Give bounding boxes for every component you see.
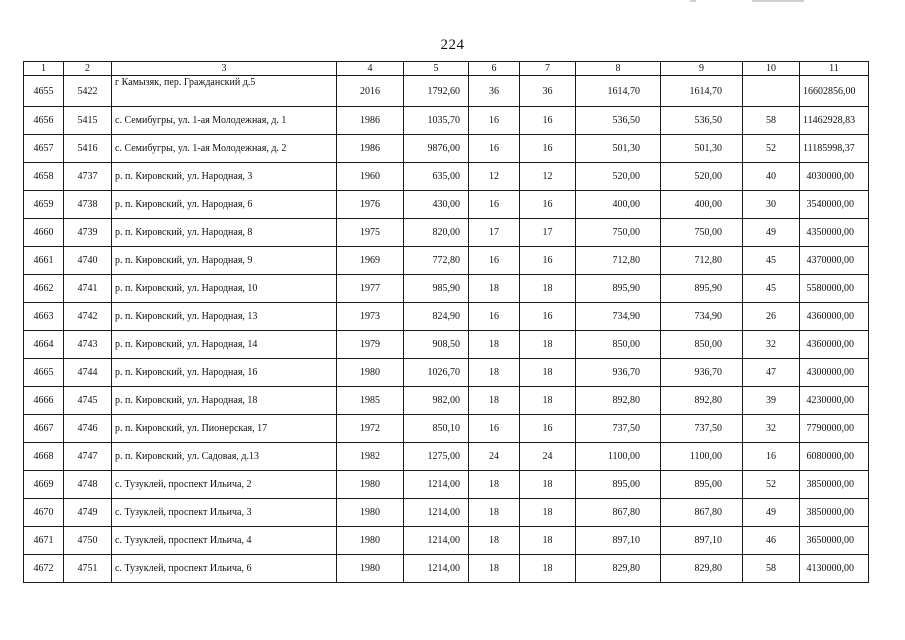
year-cell: 1960 — [337, 163, 404, 191]
table-row — [24, 135, 869, 163]
address-cell: р. п. Кировский, ул. Народная, 9 — [112, 247, 337, 275]
table-row — [24, 555, 869, 583]
object-id-cell: 4746 — [64, 415, 112, 443]
object-id-cell: 5416 — [64, 135, 112, 163]
cost-cell: 4030000,00 — [800, 163, 869, 191]
row-number-cell: 4669 — [24, 471, 64, 499]
living-area-cell: 712,80 — [576, 247, 661, 275]
object-id-cell: 4739 — [64, 219, 112, 247]
column-header: 8 — [576, 62, 661, 76]
residents-cell: 45 — [743, 247, 800, 275]
apartments-cell: 18 — [469, 387, 520, 415]
residents-cell: 32 — [743, 331, 800, 359]
residents-cell: 32 — [743, 415, 800, 443]
living-area-cell: 536,50 — [576, 107, 661, 135]
total-area-cell: 1214,00 — [404, 527, 469, 555]
total-area-cell: 635,00 — [404, 163, 469, 191]
cost-cell: 3650000,00 — [800, 527, 869, 555]
row-number-cell: 4668 — [24, 443, 64, 471]
total-area-cell: 1214,00 — [404, 555, 469, 583]
total-area-cell: 985,90 — [404, 275, 469, 303]
total-area-cell: 824,90 — [404, 303, 469, 331]
table-row — [24, 163, 869, 191]
table-row — [24, 76, 869, 107]
residents-cell: 58 — [743, 107, 800, 135]
total-area-cell: 1275,00 — [404, 443, 469, 471]
cost-cell: 4130000,00 — [800, 555, 869, 583]
address-cell: р. п. Кировский, ул. Садовая, д.13 — [112, 443, 337, 471]
apartments-cell: 18 — [469, 555, 520, 583]
living-area-cell: 520,00 — [576, 163, 661, 191]
object-id-cell: 4749 — [64, 499, 112, 527]
column-header: 1 — [24, 62, 64, 76]
object-id-cell: 4743 — [64, 331, 112, 359]
table-row — [24, 191, 869, 219]
row-number-cell: 4663 — [24, 303, 64, 331]
row-number-cell: 4657 — [24, 135, 64, 163]
table-row — [24, 275, 869, 303]
address-cell: с. Тузуклей, проспект Ильича, 3 — [112, 499, 337, 527]
living-area-alt-cell: 867,80 — [661, 499, 743, 527]
residents-cell: 49 — [743, 219, 800, 247]
apartments-cell: 12 — [469, 163, 520, 191]
apartments-count-cell: 18 — [520, 499, 576, 527]
housing-register-table — [23, 61, 869, 583]
address-cell: р. п. Кировский, ул. Народная, 3 — [112, 163, 337, 191]
cost-cell: 6080000,00 — [800, 443, 869, 471]
living-area-cell: 936,70 — [576, 359, 661, 387]
total-area-cell: 982,00 — [404, 387, 469, 415]
apartments-count-cell: 17 — [520, 219, 576, 247]
living-area-cell: 897,10 — [576, 527, 661, 555]
row-number-cell: 4656 — [24, 107, 64, 135]
living-area-cell: 501,30 — [576, 135, 661, 163]
year-cell: 1979 — [337, 331, 404, 359]
table-row — [24, 387, 869, 415]
cost-cell: 4360000,00 — [800, 303, 869, 331]
apartments-cell: 17 — [469, 219, 520, 247]
apartments-count-cell: 16 — [520, 415, 576, 443]
apartments-cell: 16 — [469, 415, 520, 443]
cost-cell: 3850000,00 — [800, 499, 869, 527]
address-cell: р. п. Кировский, ул. Народная, 16 — [112, 359, 337, 387]
living-area-alt-cell: 829,80 — [661, 555, 743, 583]
living-area-cell: 895,90 — [576, 275, 661, 303]
row-number-cell: 4666 — [24, 387, 64, 415]
table-row — [24, 303, 869, 331]
address-cell: г Камызяк, пер. Гражданский д.5 — [112, 76, 337, 107]
column-header: 10 — [743, 62, 800, 76]
apartments-count-cell: 16 — [520, 135, 576, 163]
row-number-cell: 4660 — [24, 219, 64, 247]
object-id-cell: 4744 — [64, 359, 112, 387]
address-cell: р. п. Кировский, ул. Народная, 14 — [112, 331, 337, 359]
residents-cell: 49 — [743, 499, 800, 527]
scan-artifact — [690, 0, 696, 2]
year-cell: 1986 — [337, 107, 404, 135]
year-cell: 1973 — [337, 303, 404, 331]
address-cell: с. Тузуклей, проспект Ильича, 2 — [112, 471, 337, 499]
living-area-alt-cell: 400,00 — [661, 191, 743, 219]
living-area-alt-cell: 750,00 — [661, 219, 743, 247]
cost-cell: 4350000,00 — [800, 219, 869, 247]
cost-cell: 4300000,00 — [800, 359, 869, 387]
total-area-cell: 9876,00 — [404, 135, 469, 163]
living-area-alt-cell: 892,80 — [661, 387, 743, 415]
year-cell: 1980 — [337, 555, 404, 583]
living-area-cell: 1614,70 — [576, 76, 661, 107]
table-row — [24, 415, 869, 443]
year-cell: 1986 — [337, 135, 404, 163]
living-area-alt-cell: 520,00 — [661, 163, 743, 191]
apartments-cell: 36 — [469, 76, 520, 107]
apartments-count-cell: 18 — [520, 527, 576, 555]
residents-cell — [743, 76, 800, 107]
year-cell: 2016 — [337, 76, 404, 107]
table-row — [24, 443, 869, 471]
column-header: 7 — [520, 62, 576, 76]
apartments-cell: 16 — [469, 135, 520, 163]
total-area-cell: 1035,70 — [404, 107, 469, 135]
living-area-alt-cell: 536,50 — [661, 107, 743, 135]
residents-cell: 47 — [743, 359, 800, 387]
apartments-count-cell: 12 — [520, 163, 576, 191]
total-area-cell: 772,80 — [404, 247, 469, 275]
apartments-count-cell: 16 — [520, 191, 576, 219]
address-cell: р. п. Кировский, ул. Народная, 10 — [112, 275, 337, 303]
table-row — [24, 247, 869, 275]
object-id-cell: 4748 — [64, 471, 112, 499]
row-number-cell: 4659 — [24, 191, 64, 219]
living-area-alt-cell: 936,70 — [661, 359, 743, 387]
apartments-cell: 24 — [469, 443, 520, 471]
total-area-cell: 1026,70 — [404, 359, 469, 387]
living-area-alt-cell: 501,30 — [661, 135, 743, 163]
apartments-count-cell: 16 — [520, 107, 576, 135]
year-cell: 1982 — [337, 443, 404, 471]
object-id-cell: 4750 — [64, 527, 112, 555]
address-cell: р. п. Кировский, ул. Народная, 18 — [112, 387, 337, 415]
living-area-cell: 892,80 — [576, 387, 661, 415]
row-number-cell: 4667 — [24, 415, 64, 443]
living-area-cell: 737,50 — [576, 415, 661, 443]
table-body — [24, 76, 869, 583]
total-area-cell: 908,50 — [404, 331, 469, 359]
column-header: 4 — [337, 62, 404, 76]
apartments-cell: 18 — [469, 527, 520, 555]
row-number-cell: 4665 — [24, 359, 64, 387]
apartments-count-cell: 18 — [520, 555, 576, 583]
row-number-cell: 4671 — [24, 527, 64, 555]
apartments-cell: 18 — [469, 471, 520, 499]
object-id-cell: 4740 — [64, 247, 112, 275]
residents-cell: 45 — [743, 275, 800, 303]
residents-cell: 52 — [743, 135, 800, 163]
page-number: 224 — [440, 37, 465, 53]
living-area-alt-cell: 895,90 — [661, 275, 743, 303]
living-area-alt-cell: 1100,00 — [661, 443, 743, 471]
row-number-cell: 4672 — [24, 555, 64, 583]
row-number-cell: 4655 — [24, 76, 64, 107]
address-cell: с. Тузуклей, проспект Ильича, 6 — [112, 555, 337, 583]
living-area-cell: 867,80 — [576, 499, 661, 527]
apartments-count-cell: 16 — [520, 247, 576, 275]
year-cell: 1972 — [337, 415, 404, 443]
year-cell: 1980 — [337, 499, 404, 527]
apartments-cell: 16 — [469, 303, 520, 331]
total-area-cell: 1792,60 — [404, 76, 469, 107]
apartments-cell: 16 — [469, 191, 520, 219]
apartments-cell: 18 — [469, 275, 520, 303]
address-cell: с. Тузуклей, проспект Ильича, 4 — [112, 527, 337, 555]
apartments-count-cell: 18 — [520, 387, 576, 415]
cost-cell: 4230000,00 — [800, 387, 869, 415]
table-row — [24, 359, 869, 387]
address-cell: с. Семибугры, ул. 1-ая Молодежная, д. 2 — [112, 135, 337, 163]
object-id-cell: 4747 — [64, 443, 112, 471]
table-row — [24, 499, 869, 527]
object-id-cell: 5415 — [64, 107, 112, 135]
column-header: 3 — [112, 62, 337, 76]
cost-cell: 4370000,00 — [800, 247, 869, 275]
scan-artifact — [752, 0, 804, 2]
living-area-cell: 829,80 — [576, 555, 661, 583]
residents-cell: 26 — [743, 303, 800, 331]
residents-cell: 30 — [743, 191, 800, 219]
living-area-alt-cell: 850,00 — [661, 331, 743, 359]
row-number-cell: 4664 — [24, 331, 64, 359]
apartments-count-cell: 24 — [520, 443, 576, 471]
cost-cell: 3540000,00 — [800, 191, 869, 219]
object-id-cell: 4738 — [64, 191, 112, 219]
total-area-cell: 850,10 — [404, 415, 469, 443]
year-cell: 1976 — [337, 191, 404, 219]
cost-cell: 11462928,83 — [800, 107, 869, 135]
living-area-alt-cell: 897,10 — [661, 527, 743, 555]
row-number-cell: 4658 — [24, 163, 64, 191]
address-cell: с. Семибугры, ул. 1-ая Молодежная, д. 1 — [112, 107, 337, 135]
address-cell: р. п. Кировский, ул. Народная, 6 — [112, 191, 337, 219]
object-id-cell: 4751 — [64, 555, 112, 583]
object-id-cell: 5422 — [64, 76, 112, 107]
apartments-cell: 16 — [469, 247, 520, 275]
column-header: 2 — [64, 62, 112, 76]
apartments-count-cell: 36 — [520, 76, 576, 107]
column-header: 6 — [469, 62, 520, 76]
column-number-row — [24, 62, 869, 76]
total-area-cell: 820,00 — [404, 219, 469, 247]
residents-cell: 40 — [743, 163, 800, 191]
year-cell: 1980 — [337, 527, 404, 555]
living-area-cell: 734,90 — [576, 303, 661, 331]
year-cell: 1975 — [337, 219, 404, 247]
apartments-count-cell: 18 — [520, 331, 576, 359]
apartments-count-cell: 16 — [520, 303, 576, 331]
residents-cell: 39 — [743, 387, 800, 415]
table-row — [24, 219, 869, 247]
residents-cell: 58 — [743, 555, 800, 583]
table-row — [24, 331, 869, 359]
year-cell: 1980 — [337, 471, 404, 499]
total-area-cell: 1214,00 — [404, 499, 469, 527]
apartments-cell: 16 — [469, 107, 520, 135]
object-id-cell: 4741 — [64, 275, 112, 303]
apartments-cell: 18 — [469, 331, 520, 359]
row-number-cell: 4670 — [24, 499, 64, 527]
cost-cell: 7790000,00 — [800, 415, 869, 443]
object-id-cell: 4742 — [64, 303, 112, 331]
living-area-cell: 850,00 — [576, 331, 661, 359]
living-area-alt-cell: 737,50 — [661, 415, 743, 443]
cost-cell: 3850000,00 — [800, 471, 869, 499]
living-area-alt-cell: 734,90 — [661, 303, 743, 331]
living-area-cell: 400,00 — [576, 191, 661, 219]
living-area-cell: 750,00 — [576, 219, 661, 247]
residents-cell: 16 — [743, 443, 800, 471]
table-row — [24, 527, 869, 555]
row-number-cell: 4661 — [24, 247, 64, 275]
address-cell: р. п. Кировский, ул. Народная, 8 — [112, 219, 337, 247]
address-cell: р. п. Кировский, ул. Пионерская, 17 — [112, 415, 337, 443]
column-header: 5 — [404, 62, 469, 76]
table-row — [24, 107, 869, 135]
cost-cell: 4360000,00 — [800, 331, 869, 359]
cost-cell: 5580000,00 — [800, 275, 869, 303]
column-header: 11 — [800, 62, 869, 76]
apartments-count-cell: 18 — [520, 359, 576, 387]
residents-cell: 46 — [743, 527, 800, 555]
year-cell: 1980 — [337, 359, 404, 387]
living-area-alt-cell: 1614,70 — [661, 76, 743, 107]
column-header: 9 — [661, 62, 743, 76]
apartments-count-cell: 18 — [520, 471, 576, 499]
address-cell: р. п. Кировский, ул. Народная, 13 — [112, 303, 337, 331]
living-area-alt-cell: 712,80 — [661, 247, 743, 275]
year-cell: 1977 — [337, 275, 404, 303]
object-id-cell: 4745 — [64, 387, 112, 415]
cost-cell: 11185998,37 — [800, 135, 869, 163]
living-area-cell: 1100,00 — [576, 443, 661, 471]
total-area-cell: 1214,00 — [404, 471, 469, 499]
apartments-count-cell: 18 — [520, 275, 576, 303]
residents-cell: 52 — [743, 471, 800, 499]
living-area-alt-cell: 895,00 — [661, 471, 743, 499]
living-area-cell: 895,00 — [576, 471, 661, 499]
year-cell: 1985 — [337, 387, 404, 415]
year-cell: 1969 — [337, 247, 404, 275]
apartments-cell: 18 — [469, 359, 520, 387]
table-row — [24, 471, 869, 499]
object-id-cell: 4737 — [64, 163, 112, 191]
row-number-cell: 4662 — [24, 275, 64, 303]
total-area-cell: 430,00 — [404, 191, 469, 219]
apartments-cell: 18 — [469, 499, 520, 527]
cost-cell: 16602856,00 — [800, 76, 869, 107]
